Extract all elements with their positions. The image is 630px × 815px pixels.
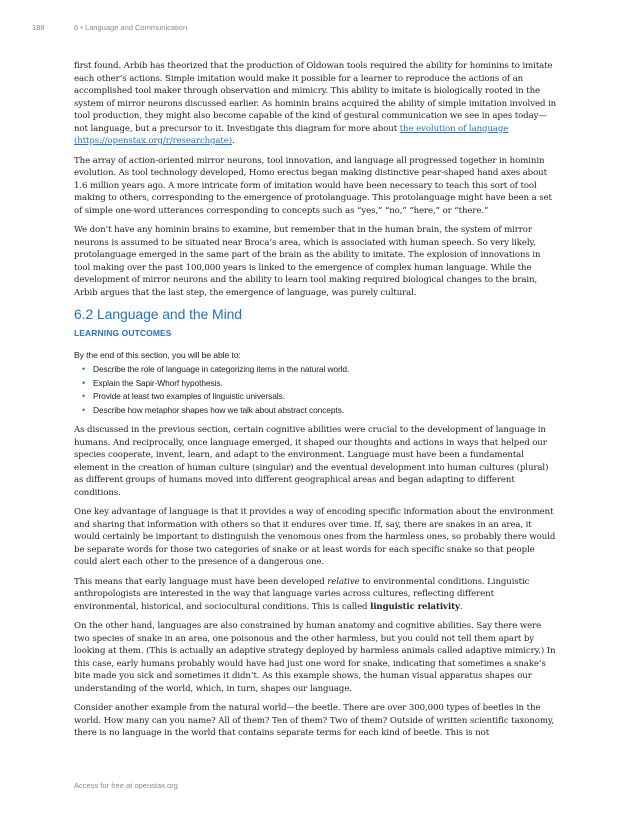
section-title: 6.2 Language and the Mind xyxy=(74,306,242,322)
paragraph-text: . xyxy=(232,136,235,146)
paragraph: The array of action-oriented mirror neurons, tool innovation, and language all progressed together in hominin evolution. As tool technology developed, Homo erectus began making distinctive pear-shaped hand axes about 1.6 million years ago. A more intricate form of imitation would have been necessary to teach this sort of tool making to others, corresponding to the emergence of protolanguage. This protolanguage might have been a set of simple one-word utterances corresponding to concepts such as “yes,” “no,” “here,” or “there.” xyxy=(74,155,552,216)
list-item-text: Describe the role of language in categorizing items in the natural world. xyxy=(93,364,350,374)
bullet-icon: • xyxy=(82,391,86,401)
paragraph: On the other hand, languages are also constrained by human anatomy and cognitive abilities. Say there were two species of snake in an area, one poisonous and the other harmless, but you could not tell them apart by looking at them. (This is actually an adaptive strategy deployed by harmless animals called adaptive mimicry.) In this case, early humans probably would have had just one word for snake, indicating that sometimes a snake’s bite made you sick and sometimes it didn’t. As this example shows, the human visual apparatus shapes our understanding of the world, which, in turn, shapes our language. xyxy=(74,621,556,694)
list-item xyxy=(82,404,558,418)
emphasis-relative: relative xyxy=(327,576,360,587)
paragraph xyxy=(74,60,558,148)
bullet-icon: • xyxy=(82,377,86,388)
bullet-icon: • xyxy=(82,364,86,374)
learning-outcomes-list xyxy=(74,363,558,417)
evolution-of-language-link[interactable]: the evolution of language (https://openstax.org/r/researchgate) xyxy=(74,123,509,146)
paragraph: One key advantage of language is that it provides a way of encoding specific information about the environment and sharing that information with others so that it endures over time. If, say, there are snakes in an area, it would certainly be important to distinguish the venomous ones from the harmless ones, so probably there would be separate words for those two categories of snake or at least words for each specific snake so that people could alert each other to the presence of a dangerous one. xyxy=(74,507,556,567)
list-item xyxy=(82,377,558,391)
chapter-title: 6 • Language and Communication xyxy=(74,23,188,32)
paragraph-text: to environmental conditions. Linguistic anthropologists are interested in the way that language varies across cultures, reflecting different environmental, historical, and sociocultural conditions. This is called xyxy=(74,576,530,612)
paragraph-text: This means that early language must have been developed xyxy=(74,576,328,587)
outcomes-intro: By the end of this section, you will be able to: xyxy=(74,349,241,360)
paragraph: We don’t have any hominin brains to examine, but remember that in the human brain, the system of mirror neurons is assumed to be situated near Broca’s area, which is associated with human speech. So very likely, protolanguage emerged in the same part of the brain as the ability to imitate. The explosion of innovations in tool making over the past 100,000 years is linked to the emergence of complex human language. While the development of mirror neurons and the ability to learn tool making required biological changes to the brain, Arbib argues that the last step, the emergence of language, was purely cultural. xyxy=(74,225,541,298)
list-item-text: Describe how metaphor shapes how we talk about abstract concepts. xyxy=(93,404,344,415)
paragraph: As discussed in the previous section, certain cognitive abilities were crucial to the development of language in humans. And reciprocally, once language emerged, it shaped our thoughts and actions in ways that helped our species cooperate, invent, learn, and adapt to the environment. Language must have been a fundamental element in the creation of human culture (singular) and the eventual development into human cultures (plural) as different groups of humans moved into different geographical areas and began adapting to different conditions. xyxy=(74,425,549,498)
bullet-icon: • xyxy=(82,404,86,415)
page-footer: Access for free at openstax.org xyxy=(74,781,178,790)
page-number: 188 xyxy=(32,23,45,32)
list-item xyxy=(82,363,558,377)
learning-outcomes-heading: LEARNING OUTCOMES xyxy=(74,328,172,338)
key-term-linguistic-relativity: linguistic relativity xyxy=(370,601,460,612)
list-item xyxy=(82,390,558,404)
running-header xyxy=(32,23,187,32)
page-content xyxy=(74,60,558,747)
paragraph-text: first found. Arbib has theorized that the production of Oldowan tools required the ability for hominins to imitate each other’s actions. Simple imitation would make it possible for a learner to reproduce the actions of an accomplished tool maker through observation and mimicry. This ability to imitate is biologically rooted in the system of mirror neurons discussed earlier. As hominin brains acquired the ability of simple imitation involved in tool production, they might also become capable of the kind of gestural communication we see in apes today—not language, but a precursor to it. Investigate this diagram for more about xyxy=(74,61,557,134)
list-item-text: Explain the Sapir-Whorf hypothesis. xyxy=(93,377,223,388)
paragraph: Consider another example from the natural world—the beetle. There are over 300,000 types of beetles in the world. How many can you name? All of them? Ten of them? Two of them? Outside of written scientific taxonomy, there is no language in the world that contains separate terms for each kind of beetle. This is not xyxy=(74,703,555,738)
list-item-text: Provide at least two examples of linguistic universals. xyxy=(93,391,285,401)
paragraph xyxy=(74,576,558,614)
paragraph-text: . xyxy=(459,601,463,612)
